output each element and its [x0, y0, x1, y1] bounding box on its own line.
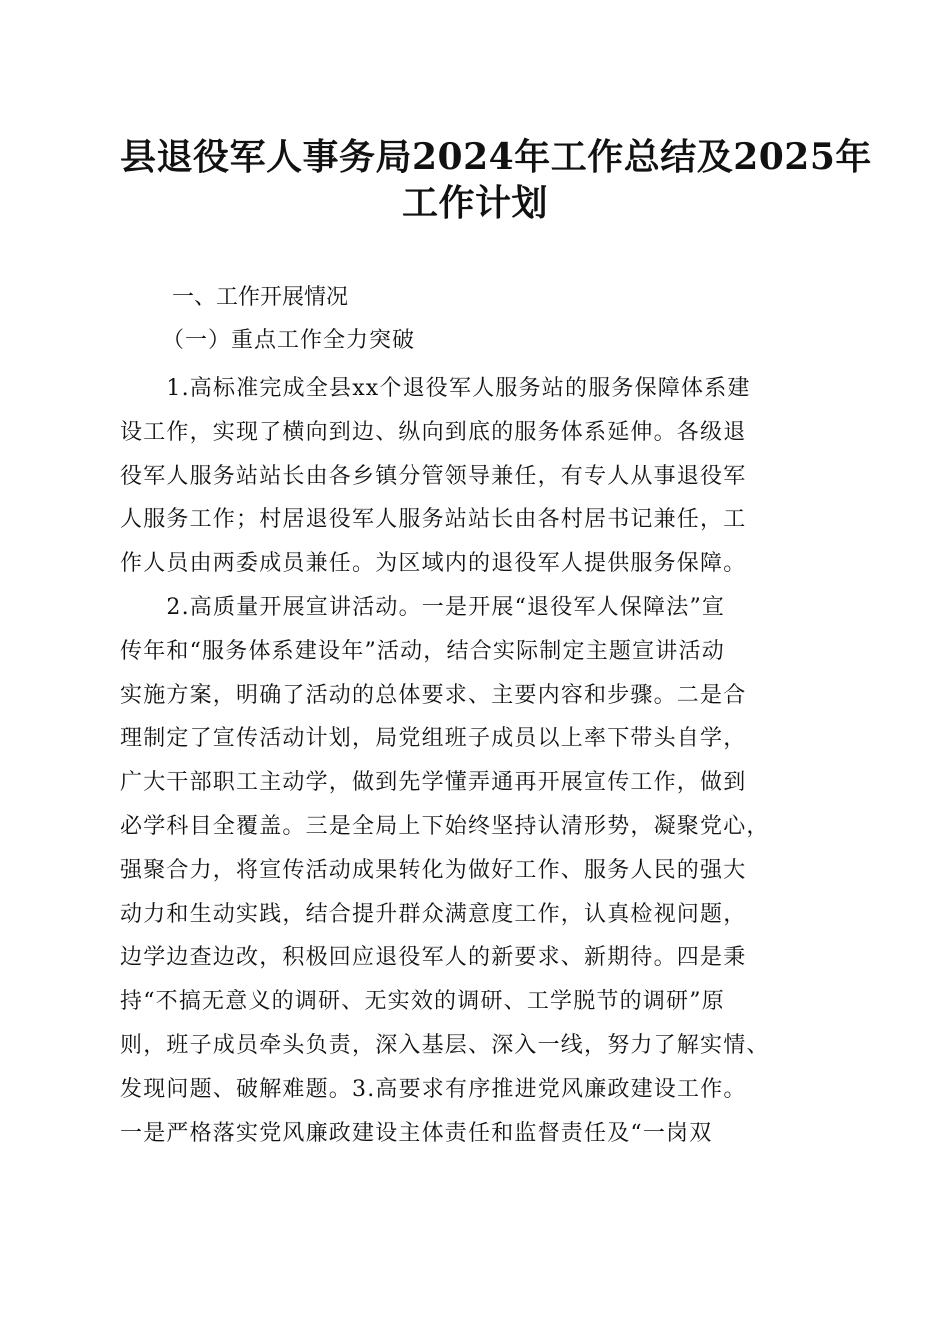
body-line: 持“不搞无意义的调研、无实效的调研、工学脱节的调研”原 — [120, 989, 725, 1015]
body-line: 传年和“服务体系建设年”活动，结合实际制定主题宣讲活动 — [120, 638, 725, 664]
body-line: 人服务工作；村居退役军人服务站站长由各村居书记兼任，工 — [120, 507, 747, 533]
body-line: 动力和生动实践，结合提升群众满意度工作，认真检视问题， — [120, 901, 747, 927]
body-line: 一是严格落实党风廉政建设主体责任和监督责任及“一岗双 — [120, 1120, 713, 1146]
body-text — [120, 367, 850, 1155]
body-line: 强聚合力，将宣传活动成果转化为做好工作、服务人民的强大 — [120, 857, 747, 883]
body-line: 役军人服务站站长由各乡镇分管领导兼任，有专人从事退役军 — [120, 463, 747, 489]
body-line: 广大干部职工主动学，做到先学懂弄通再开展宣传工作，做到 — [120, 770, 747, 796]
body-line: 发现问题、破解难题。3.高要求有序推进党风廉政建设工作。 — [120, 1076, 747, 1102]
document-title — [120, 134, 872, 226]
body-line: 必学科目全覆盖。三是全局上下始终坚持认清形势，凝聚党心， — [120, 813, 770, 839]
body-line: 1.高标准完成全县xx个退役军人服务站的服务保障体系建 — [120, 376, 751, 401]
subsection-heading: （一）重点工作全力突破 — [162, 328, 416, 353]
body-line: 设工作，实现了横向到边、纵向到底的服务体系延伸。各级退 — [120, 419, 747, 445]
title-line-1: 县退役军人事务局2024年工作总结及2025年 — [120, 136, 872, 178]
body-line: 2.高质量开展宣讲活动。一是开展“退役军人保障法”宣 — [120, 594, 726, 620]
body-line: 作人员由两委成员兼任。为区域内的退役军人提供服务保障。 — [120, 551, 747, 577]
body-line: 边学边查边改，积极回应退役军人的新要求、新期待。四是秉 — [120, 945, 747, 971]
body-line: 理制定了宣传活动计划，局党组班子成员以上率下带头自学， — [120, 726, 747, 752]
body-line: 则，班子成员牵头负责，深入基层、深入一线，努力了解实情、 — [120, 1032, 770, 1058]
title-line-2: 工作计划 — [401, 182, 548, 224]
body-line: 实施方案，明确了活动的总体要求、主要内容和步骤。二是合 — [120, 682, 747, 708]
section-heading: 一、工作开展情况 — [172, 285, 349, 310]
